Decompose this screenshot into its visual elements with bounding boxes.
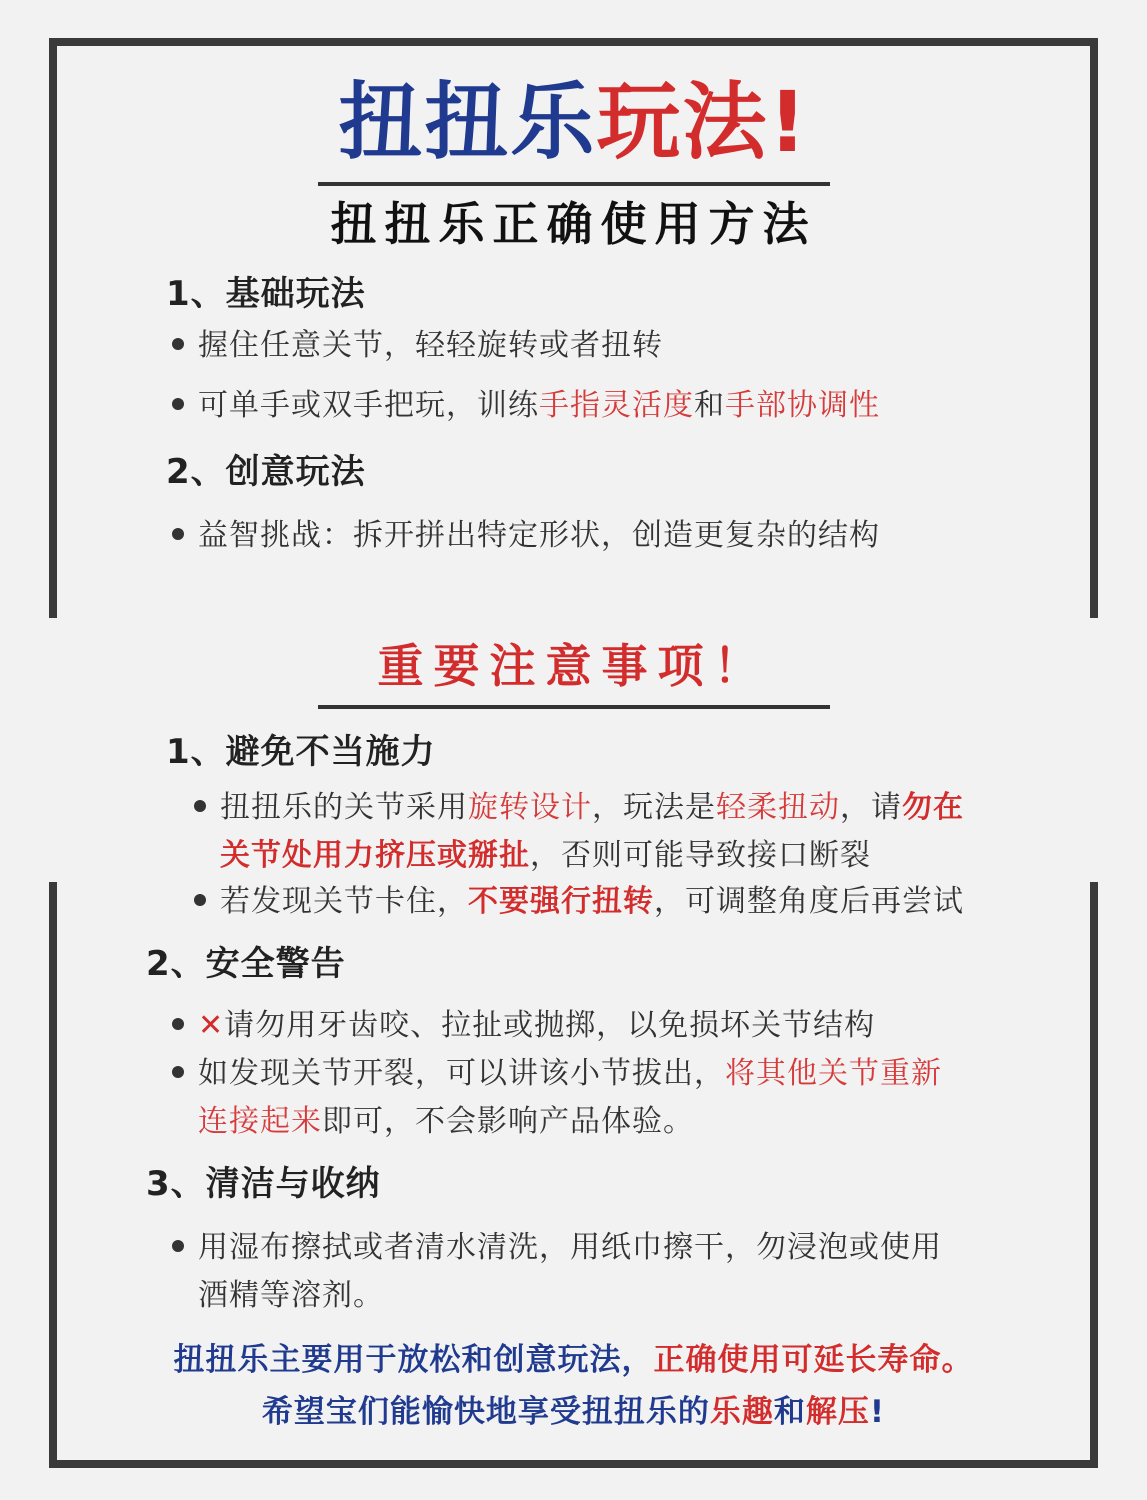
highlight-text: 关节处用力挤压或掰扯 [220, 838, 530, 873]
notice-title: 重要注意事项！ [377, 639, 770, 693]
section2-heading1: 1、避免不当施力 [166, 732, 436, 772]
section2-bullet1 [194, 786, 1074, 830]
footer-highlight: 正确使用可延长寿命。 [653, 1342, 974, 1378]
bullet-text: 如发现关节开裂，可以讲该小节拔出， [198, 1056, 725, 1091]
section2-bullet4-cont [198, 1100, 694, 1144]
bullet-text: ，请 [840, 790, 902, 825]
page-title [0, 72, 1147, 172]
section2-bullet5 [172, 1226, 942, 1270]
section1-bullet3 [172, 514, 880, 558]
notice-divider [318, 705, 830, 709]
title-part1: 扭扭乐 [338, 73, 597, 171]
section2-bullet3 [172, 1004, 875, 1048]
footer-text: 和 [773, 1394, 806, 1430]
footer-line2 [0, 1390, 1147, 1434]
footer-highlight: 解压 [805, 1394, 870, 1430]
footer-highlight: 乐趣 [709, 1394, 774, 1430]
bullet-text: 请勿用牙齿咬、拉扯或抛掷，以免损坏关节结构 [224, 1008, 876, 1043]
highlight-text: 手指灵活度 [539, 388, 694, 423]
highlight-text: 连接起来 [198, 1104, 322, 1139]
footer-text: ! [869, 1394, 886, 1430]
section1-bullet1 [172, 324, 663, 368]
bullet-dot [172, 338, 184, 350]
bullet-text: 若发现关节卡住， [220, 884, 468, 919]
cross-icon: ✕ [198, 1008, 225, 1043]
footer-line1 [0, 1338, 1147, 1382]
bullet-text: 扭扭乐的关节采用 [220, 790, 468, 825]
highlight-text: 轻柔扭动 [716, 790, 840, 825]
bullet-text: ，否则可能导致接口断裂 [530, 838, 871, 873]
section2-heading3: 3、清洁与收纳 [146, 1164, 381, 1204]
bullet-dot [172, 1066, 184, 1078]
bullet-text: ，可调整角度后再尝试 [654, 884, 964, 919]
title-part2: 玩法! [596, 73, 809, 171]
highlight-text: 不要强行扭转 [468, 884, 654, 919]
section2-bullet5-cont: 酒精等溶剂。 [198, 1278, 384, 1313]
highlight-text: 旋转设计 [468, 790, 592, 825]
bullet-text: 即可，不会影响产品体验。 [322, 1104, 694, 1139]
bullet-dot [194, 800, 206, 812]
section2-bullet4 [172, 1052, 1052, 1096]
bullet-dot [172, 1240, 184, 1252]
bullet-text: 和 [694, 388, 725, 423]
section2-bullet2 [194, 880, 964, 924]
subtitle: 扭扭乐正确使用方法 [330, 197, 817, 251]
bullet-text: 握住任意关节，轻轻旋转或者扭转 [198, 328, 663, 363]
bullet-dot [172, 1018, 184, 1030]
bullet-text: ，玩法是 [592, 790, 716, 825]
highlight-text: 勿在 [902, 790, 964, 825]
bullet-dot [172, 398, 184, 410]
bullet-text: 益智挑战：拆开拼出特定形状，创造更复杂的结构 [198, 518, 880, 553]
bullet-dot [172, 528, 184, 540]
bullet-dot [194, 894, 206, 906]
section1-heading1: 1、基础玩法 [166, 274, 366, 314]
bullet-text: 可单手或双手把玩，训练 [198, 388, 539, 423]
bullet-text: 用湿布擦拭或者清水清洗，用纸巾擦干，勿浸泡或使用 [198, 1230, 942, 1265]
title-divider [318, 182, 830, 186]
section2-bullet1-cont [220, 834, 1080, 878]
highlight-text: 将其他关节重新 [725, 1056, 942, 1091]
section2-heading2: 2、安全警告 [146, 944, 346, 984]
section1-bullet2 [172, 384, 880, 428]
footer-text: 希望宝们能愉快地享受扭扭乐的 [261, 1394, 710, 1430]
section1-heading2: 2、创意玩法 [166, 452, 366, 492]
footer-text: 扭扭乐主要用于放松和创意玩法， [173, 1342, 654, 1378]
highlight-text: 手部协调性 [725, 388, 880, 423]
